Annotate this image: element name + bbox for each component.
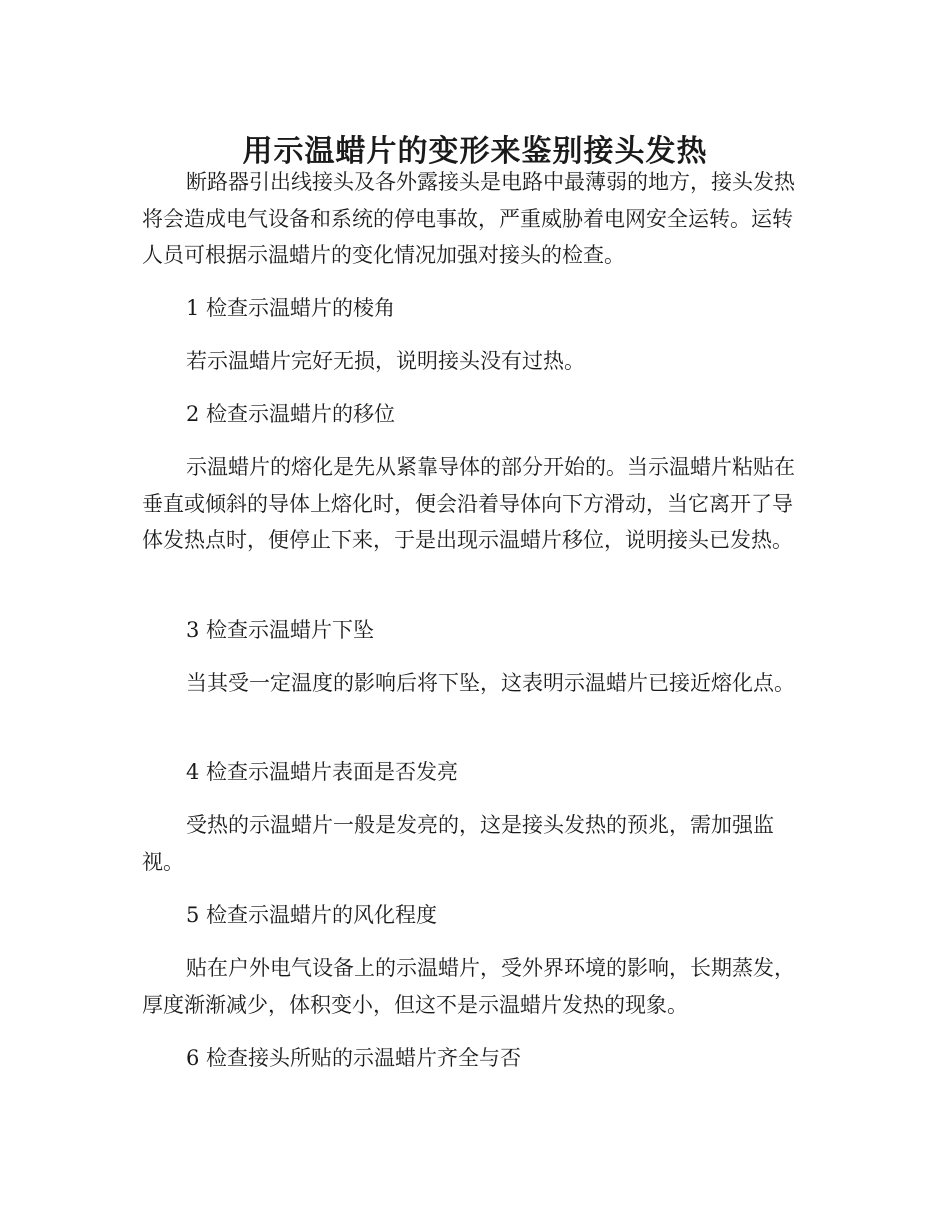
section-6-heading: 6 检查接头所贴的示温蜡片齐全与否 [186, 1046, 522, 1070]
section-2-body: 示温蜡片的熔化是先从紧靠导体的部分开始的。当示温蜡片粘贴在垂直或倾斜的导体上熔化时，便会沿着导体向下方滑动，当它离开了导体发热点时，便停止下来，于是出现示温蜡片移位，说明接头已发热。 [142, 455, 795, 552]
section-1-body: 若示温蜡片完好无损，说明接头没有过热。 [186, 349, 585, 373]
section-2-heading: 2 检查示温蜡片的移位 [186, 402, 396, 426]
section-5-body: 贴在户外电气设备上的示温蜡片，受外界环境的影响，长期蒸发，厚度渐渐减少，体积变小，但这不是示温蜡片发热的现象。 [142, 956, 795, 1017]
section-3-heading: 3 检查示温蜡片下坠 [186, 618, 375, 642]
intro-paragraph: 断路器引出线接头及各外露接头是电路中最薄弱的地方，接头发热将会造成电气设备和系统的停电事故，严重威胁着电网安全运转。运转人员可根据示温蜡片的变化情况加强对接头的检查。 [142, 170, 795, 267]
section-3-body: 当其受一定温度的影响后将下坠，这表明示温蜡片已接近熔化点。 [186, 671, 795, 695]
section-4-heading: 4 检查示温蜡片表面是否发亮 [186, 760, 459, 784]
section-1-heading: 1 检查示温蜡片的棱角 [186, 296, 396, 320]
section-5-heading: 5 检查示温蜡片的风化程度 [186, 903, 438, 927]
section-4-body: 受热的示温蜡片一般是发亮的，这是接头发热的预兆，需加强监视。 [142, 813, 774, 874]
document-title: 用示温蜡片的变形来鉴别接头发热 [242, 134, 708, 170]
